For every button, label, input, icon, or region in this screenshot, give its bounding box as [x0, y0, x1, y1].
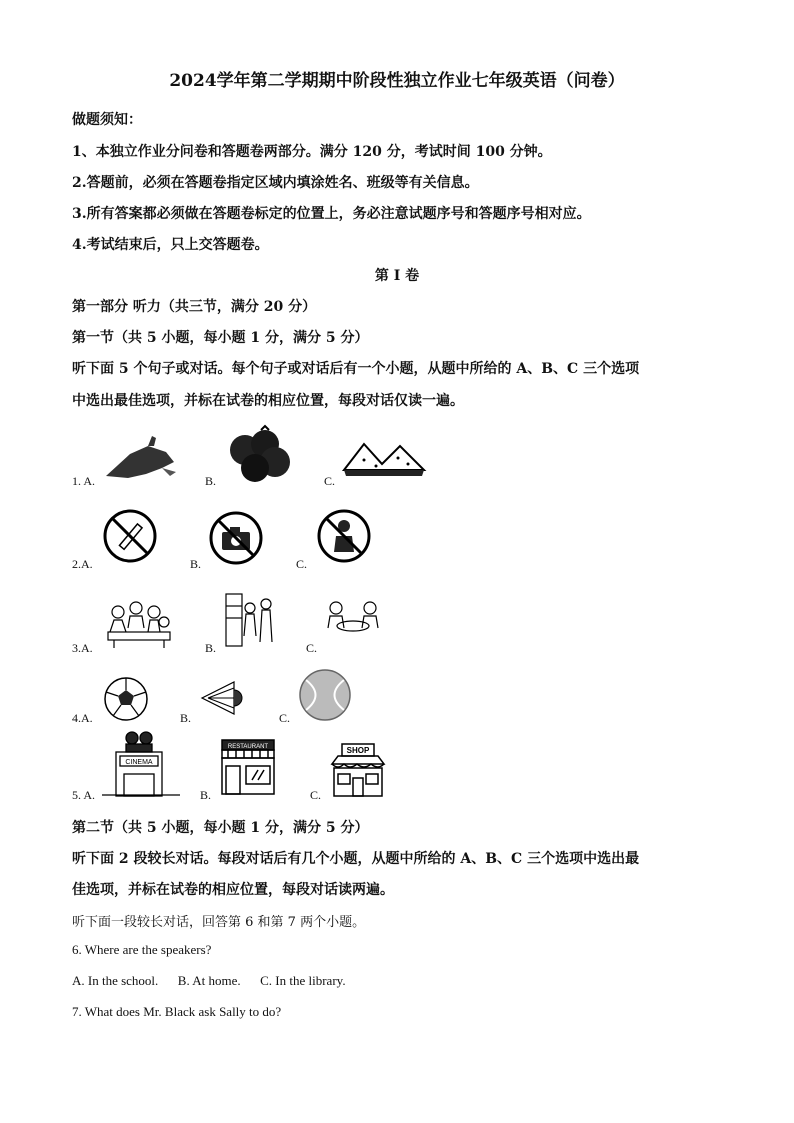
q3-option-b-label: B.: [205, 641, 217, 655]
q2-option-b-label: B.: [190, 557, 202, 571]
cinema-sign: CINEMA: [125, 759, 153, 766]
section1-heading: 第一节（共 5 小题，每小题 1 分，满分 5 分）: [72, 330, 369, 346]
q1-option-c-label: C.: [324, 474, 336, 488]
question-6: 6. Where are the speakers?: [72, 942, 212, 957]
q4-option-c-label: C.: [279, 711, 291, 725]
restaurant-icon: [220, 738, 276, 796]
restaurant-sign: RESTAURANT: [227, 744, 269, 750]
shop-sign: SHOP: [346, 746, 370, 755]
shop-icon: [330, 742, 386, 796]
shuttlecock-icon: [198, 678, 250, 718]
q5-option-b-label: B.: [200, 788, 212, 802]
q4-option-a-label: 4.A.: [72, 711, 93, 725]
notice-item-4: 4.考试结束后，只上交答题卷。: [72, 237, 269, 253]
chicken-icon: [100, 432, 180, 482]
grapes-icon: [225, 426, 295, 486]
volume-heading: 第 I 卷: [374, 268, 420, 284]
people-standing-icon: [224, 592, 276, 648]
no-smoking-icon: [102, 508, 158, 564]
q1-option-a-label: 1. A.: [72, 474, 96, 488]
notice-item-2: 2.答题前，必须在答题卷指定区域内填涂姓名、班级等有关信息。: [72, 175, 479, 191]
friends-table-icon: [322, 600, 384, 636]
watermelon-icon: [342, 440, 427, 478]
notice-item-3: 3.所有答案都必须做在答题卷标定的位置上，务必注意试题序号和答题序号相对应。: [72, 206, 591, 222]
q2-option-c-label: C.: [296, 557, 308, 571]
section2-sub-instruction: 听下面一段较长对话，回答第 6 和第 7 两个小题。: [72, 915, 366, 930]
q3-option-a-label: 3.A.: [72, 641, 93, 655]
cinema-icon: [102, 730, 180, 796]
no-photo-icon: [208, 510, 264, 566]
tennis-ball-icon: [298, 668, 352, 722]
part1-heading: 第一部分 听力（共三节，满分 20 分）: [72, 299, 317, 315]
q5-option-c-label: C.: [310, 788, 322, 802]
notice-heading: 做题须知：: [72, 112, 142, 128]
family-dinner-icon: [104, 598, 174, 650]
q2-option-a-label: 2.A.: [72, 557, 93, 571]
section2-instruction-2: 佳选项，并标在试卷的相应位置，每段对话读两遍。: [72, 882, 394, 898]
section1-instruction-2: 中选出最佳选项，并标在试卷的相应位置，每段对话仅读一遍。: [72, 393, 464, 409]
no-noise-icon: [316, 508, 372, 564]
soccer-ball-icon: [103, 676, 149, 722]
section2-instruction-1: 听下面 2 段较长对话。每段对话后有几个小题，从题中所给的 A、B、C 三个选项中选出最: [72, 851, 640, 867]
q1-option-b-label: B.: [205, 474, 217, 488]
notice-item-1: 1、本独立作业分问卷和答题卷两部分。满分 120 分，考试时间 100 分钟。: [72, 144, 552, 160]
q4-option-b-label: B.: [180, 711, 192, 725]
question-6-options: A. In the school. B. At home. C. In the library.: [72, 973, 346, 988]
page-title: 2024学年第二学期期中阶段性独立作业七年级英语（问卷）: [169, 71, 625, 91]
section1-instruction-1: 听下面 5 个句子或对话。每个句子或对话后有一个小题，从题中所给的 A、B、C 三个选项: [72, 361, 640, 377]
q3-option-c-label: C.: [306, 641, 318, 655]
q5-option-a-label: 5. A.: [72, 788, 96, 802]
question-7: 7. What does Mr. Black ask Sally to do?: [72, 1004, 282, 1019]
section2-heading: 第二节（共 5 小题，每小题 1 分，满分 5 分）: [72, 820, 369, 836]
